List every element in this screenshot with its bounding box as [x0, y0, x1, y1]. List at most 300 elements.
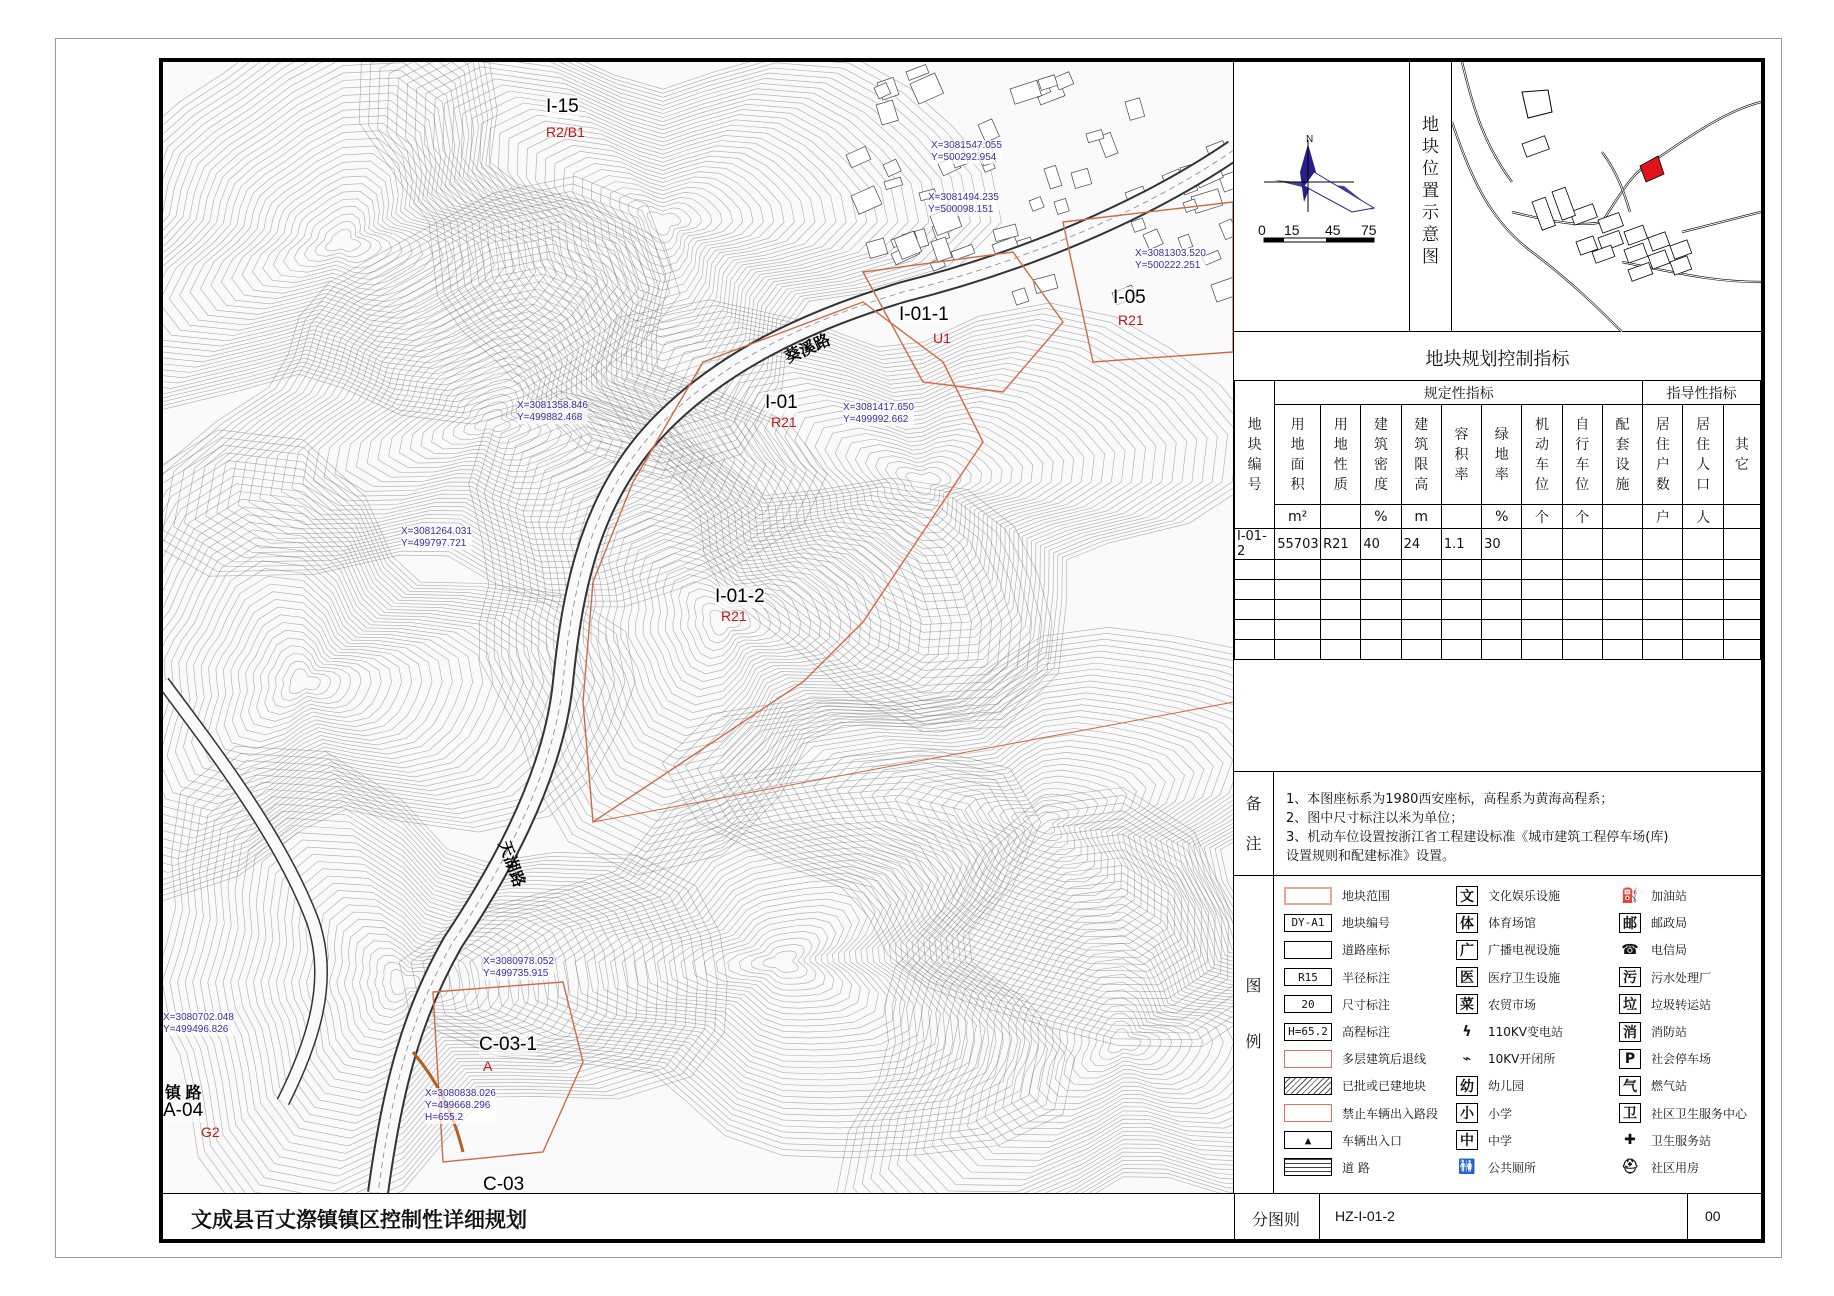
legend-label: 公共厕所 — [1488, 1160, 1537, 1175]
contour-line — [1064, 990, 1192, 1085]
legend-item — [1284, 1127, 1438, 1154]
legend-item — [1619, 909, 1747, 936]
contour-line — [988, 794, 1088, 855]
locator-block — [1624, 243, 1648, 263]
table-cell — [1683, 620, 1723, 640]
legend-label: 消防站 — [1651, 1025, 1688, 1040]
building-footprint — [1054, 198, 1069, 214]
locator-block — [1532, 197, 1555, 230]
rose-blade — [1304, 172, 1374, 212]
location-map-canvas — [1452, 62, 1761, 332]
table-cell — [1522, 600, 1562, 620]
table-cell — [1235, 580, 1275, 600]
legend-symbol-icon: 体 — [1456, 913, 1478, 933]
table-cell: I-01-2 — [1235, 529, 1275, 560]
legend-symbol-icon: 医 — [1456, 967, 1478, 987]
legend-title: 图例 — [1234, 876, 1274, 1193]
table-cell — [1401, 620, 1441, 640]
table-cell — [1602, 529, 1642, 560]
legend-label: 邮政局 — [1651, 916, 1688, 931]
legend-item — [1619, 936, 1747, 963]
table-cell — [1441, 560, 1481, 580]
plot-type-label: U1 — [933, 330, 951, 346]
title-block — [163, 1193, 1761, 1239]
table-cell — [1723, 640, 1760, 660]
contour-line — [281, 274, 694, 534]
legend-symbol-icon: 幼 — [1456, 1076, 1478, 1096]
unit-cell — [1321, 505, 1361, 529]
table-cell — [1723, 580, 1760, 600]
table-cell — [1562, 529, 1602, 560]
legend-symbol-icon: 广 — [1456, 940, 1478, 960]
coordinate-label: X=3081494.235 Y=500098.151 — [928, 192, 999, 215]
building-footprint — [1033, 274, 1058, 293]
table-cell — [1683, 640, 1723, 660]
unit-cell: 户 — [1643, 505, 1683, 529]
scale-tick-label: 0 — [1258, 222, 1266, 238]
notes-section — [1234, 772, 1761, 876]
coordinate-label: X=3080702.048 Y=499496.826 — [163, 1012, 234, 1035]
contour-line — [242, 169, 443, 297]
contour-line — [232, 615, 391, 742]
table-row — [1235, 640, 1761, 660]
topographic-map[interactable] — [163, 62, 1234, 1193]
table-cell — [1602, 580, 1642, 600]
coordinate-label: X=3081264.031 Y=499797.721 — [401, 526, 472, 549]
unit-cell — [1441, 505, 1481, 529]
table-cell — [1482, 620, 1522, 640]
sheet-label: 分图则 — [1252, 1210, 1301, 1229]
contour-line — [273, 191, 412, 279]
plot-type-label: A — [483, 1058, 493, 1074]
group-header-mandatory: 规定性指标 — [1275, 381, 1643, 405]
legend-swatch: 20 — [1284, 995, 1332, 1013]
building-footprint — [851, 186, 882, 214]
table-cell — [1643, 580, 1683, 600]
plot-id-label: C-03-1 — [479, 1034, 538, 1055]
contour-line — [647, 212, 681, 236]
table-cell — [1361, 640, 1401, 660]
divider — [1234, 1194, 1235, 1240]
contour-line — [446, 776, 1038, 1134]
unit-cell: 个 — [1522, 505, 1562, 529]
north-arrow-icon — [1234, 62, 1410, 332]
legend-label: 已批或已建地块 — [1342, 1079, 1427, 1094]
building-footprint — [1010, 80, 1042, 104]
table-cell — [1683, 529, 1723, 560]
legend-swatch — [1284, 1077, 1332, 1095]
divider — [1687, 1194, 1688, 1240]
contour-line — [200, 584, 433, 769]
contour-line — [265, 646, 351, 715]
scale-tick-label: 15 — [1284, 222, 1300, 238]
table-cell — [1275, 640, 1321, 660]
contour-line — [825, 711, 1223, 951]
header-cell: 绿地率 — [1482, 405, 1522, 505]
contour-line — [263, 184, 423, 285]
location-box — [1234, 62, 1761, 332]
legend-item — [1456, 991, 1563, 1018]
contour-line — [294, 206, 392, 268]
legend-label: 污水处理厂 — [1651, 970, 1712, 985]
table-cell — [1562, 560, 1602, 580]
table-cell — [1321, 640, 1361, 660]
coordinate-label: X=3081358.846 Y=499882.468 — [517, 400, 588, 423]
legend-label: 地块范围 — [1342, 889, 1391, 904]
building-footprint — [883, 159, 901, 177]
table-cell — [1441, 640, 1481, 660]
locator-road-fill — [1602, 152, 1630, 212]
unit-cell: m² — [1275, 505, 1321, 529]
contour-line — [523, 441, 981, 821]
legend-item — [1619, 1154, 1747, 1181]
legend-item — [1284, 1072, 1438, 1099]
contour-line — [977, 788, 1099, 861]
building-footprint — [1191, 189, 1223, 213]
legend-symbol-icon: 菜 — [1456, 994, 1478, 1014]
table-row — [1235, 620, 1761, 640]
table-cell — [1482, 640, 1522, 660]
table-cell — [1602, 560, 1642, 580]
legend-symbol-icon: 邮 — [1619, 913, 1641, 933]
plot-type-label: R21 — [771, 414, 797, 430]
contour-line — [517, 127, 826, 345]
table-cell — [1482, 600, 1522, 620]
legend-label: 车辆出入口 — [1342, 1133, 1403, 1148]
table-cell — [1522, 580, 1562, 600]
legend-swatch — [1284, 887, 1332, 905]
legend-item — [1619, 964, 1747, 991]
legend-symbol-icon: 消 — [1619, 1022, 1641, 1042]
legend-item — [1619, 882, 1747, 909]
table-cell — [1441, 620, 1481, 640]
legend-label: 地块编号 — [1342, 916, 1391, 931]
legend-symbol-icon: ⌁ — [1462, 1050, 1472, 1067]
road-name-label: 天湖路 — [494, 838, 528, 890]
group-header-guiding: 指导性指标 — [1643, 381, 1761, 405]
table-cell — [1522, 640, 1562, 660]
legend-item — [1284, 1045, 1438, 1072]
legend-label: 社区用房 — [1651, 1160, 1700, 1175]
table-cell — [1275, 560, 1321, 580]
table-cell — [1683, 560, 1723, 580]
control-index-section — [1234, 332, 1761, 772]
table-cell — [1441, 580, 1481, 600]
table-cell — [1643, 620, 1683, 640]
unit-cell: 个 — [1562, 505, 1602, 529]
scale-tick-label: 75 — [1361, 222, 1377, 238]
divider — [1319, 1194, 1320, 1240]
contour-line — [669, 899, 869, 1020]
coordinate-label: X=3081547.055 Y=500292.954 — [931, 140, 1002, 163]
drawing-frame — [159, 58, 1765, 1243]
plot-id-label: I-05 — [1113, 287, 1146, 308]
table-cell — [1401, 560, 1441, 580]
legend-item — [1456, 1100, 1563, 1127]
legend-label: 垃圾转运站 — [1651, 997, 1712, 1012]
legend-item — [1456, 964, 1563, 991]
legend-item — [1456, 1045, 1563, 1072]
scale-tick-label: 45 — [1325, 222, 1341, 238]
legend-label: 110KV变电站 — [1488, 1025, 1563, 1040]
unit-cell — [1602, 505, 1642, 529]
contour-line — [704, 918, 843, 1002]
legend-label: 文化娱乐设施 — [1488, 889, 1561, 904]
table-cell — [1235, 560, 1275, 580]
unit-cell: 人 — [1683, 505, 1723, 529]
legend-label: 社区卫生服务中心 — [1651, 1106, 1748, 1121]
table-cell — [1522, 529, 1562, 560]
building-footprint — [1012, 288, 1029, 305]
table-cell: 40 — [1361, 529, 1401, 560]
contour-line — [609, 518, 871, 736]
table-cell: 30 — [1482, 529, 1522, 560]
locator-road-fill — [1602, 102, 1761, 222]
contour-line — [763, 951, 798, 972]
locator-block — [1670, 240, 1692, 259]
contour-line — [654, 333, 1197, 685]
locator-highlight-plot — [1640, 156, 1664, 182]
locator-road — [1462, 62, 1512, 182]
table-cell — [1643, 600, 1683, 620]
legend-symbol-icon: ✚ — [1624, 1132, 1636, 1149]
header-cell: 用地性质 — [1321, 405, 1361, 505]
contour-line — [739, 938, 816, 984]
legend-label: 中学 — [1488, 1133, 1513, 1148]
locator-outline — [1522, 90, 1552, 118]
legend-item — [1456, 1072, 1563, 1099]
legend-label: 半径标注 — [1342, 970, 1391, 985]
contour-line — [475, 409, 511, 432]
contour-line — [855, 445, 992, 534]
legend-item — [1456, 1154, 1563, 1181]
locator-block — [1552, 187, 1575, 220]
locator-block — [1648, 232, 1670, 251]
version-number: 00 — [1705, 1208, 1721, 1224]
table-cell — [1562, 580, 1602, 600]
legend-symbol-icon: 文 — [1456, 886, 1478, 906]
legend-label: 体育场馆 — [1488, 916, 1537, 931]
contour-line — [751, 944, 807, 978]
table-cell — [1441, 600, 1481, 620]
table-row — [1235, 529, 1761, 560]
legend-swatch — [1284, 1104, 1332, 1122]
legend-swatch — [1284, 1050, 1332, 1068]
contour-line — [906, 473, 941, 496]
plot-id-label: I-15 — [546, 96, 579, 117]
table-cell — [1235, 640, 1275, 660]
building-footprint — [884, 177, 903, 190]
plot-id-label: I-01-1 — [899, 304, 949, 325]
table-cell — [1723, 620, 1760, 640]
legend-item — [1456, 1018, 1563, 1045]
legend-label: 燃气站 — [1651, 1079, 1688, 1094]
control-index-table — [1234, 380, 1761, 660]
table-cell — [1723, 529, 1760, 560]
table-cell — [1361, 600, 1401, 620]
table-cell — [1602, 620, 1642, 640]
table-cell — [1321, 600, 1361, 620]
legend-item — [1284, 1100, 1438, 1127]
table-cell: 55703 — [1275, 529, 1321, 560]
contour-line — [464, 402, 521, 438]
locator-road — [1602, 152, 1630, 212]
contour-line — [694, 356, 1156, 656]
table-cell — [1361, 580, 1401, 600]
coordinate-label: X=3080978.052 Y=499735.915 — [483, 956, 554, 979]
coordinate-label: X=3080838.026 Y=499668.296 H=655.2 — [425, 1088, 496, 1123]
plot-type-label: R2/B1 — [546, 124, 585, 140]
building-footprint — [846, 146, 871, 167]
legend-symbol-icon: 小 — [1456, 1103, 1478, 1123]
legend-label: 道路座标 — [1342, 943, 1391, 958]
header-cell: 建筑密度 — [1361, 405, 1401, 505]
table-cell — [1643, 640, 1683, 660]
legend-label: 尺寸标注 — [1342, 997, 1391, 1012]
legend-swatch: R15 — [1284, 968, 1332, 986]
contour-line — [779, 687, 1234, 978]
legend-symbol-icon: 🚻 — [1458, 1159, 1476, 1176]
building-footprint — [1143, 229, 1163, 250]
contour-line — [619, 194, 712, 259]
legend-label: 卫生服务站 — [1651, 1133, 1712, 1148]
legend-item — [1456, 1127, 1563, 1154]
note-line: 1、本图座标系为1980西安座标，高程系为黄海高程系； — [1286, 792, 1614, 807]
legend-item — [1456, 936, 1563, 963]
legend-label: 禁止车辆出入路段 — [1342, 1106, 1439, 1121]
legend-column — [1619, 882, 1747, 1181]
plot-type-label: G2 — [201, 1124, 220, 1140]
legend-swatch — [1284, 1158, 1332, 1176]
legend-symbol-icon: 垃 — [1619, 994, 1641, 1014]
legend-swatch: ▲ — [1284, 1131, 1332, 1149]
building-footprint — [1044, 165, 1062, 189]
table-cell — [1602, 640, 1642, 660]
contour-line — [632, 539, 841, 712]
table-cell — [1482, 560, 1522, 580]
building-footprint — [1125, 98, 1145, 120]
table-cell — [1235, 620, 1275, 640]
coordinate-label: X=3081303.520 Y=500222.251 — [1135, 248, 1206, 271]
contour-line — [257, 638, 362, 721]
locator-road-fill — [1682, 212, 1761, 232]
legend-symbol-icon: ⛽ — [1621, 887, 1639, 904]
header-cell: 机动车位 — [1522, 405, 1562, 505]
contour-line — [163, 62, 680, 424]
table-cell: R21 — [1321, 529, 1361, 560]
legend-swatch: DY-A1 — [1284, 914, 1332, 932]
plot-id-label: C-03 — [483, 1174, 524, 1193]
header-cell: 其它 — [1723, 405, 1760, 505]
table-cell — [1643, 529, 1683, 560]
scale-bar-segment — [1326, 238, 1374, 242]
contour-line — [284, 199, 402, 274]
locator-road — [1602, 102, 1761, 222]
legend-symbol-icon: 污 — [1619, 967, 1641, 987]
unit-cell: % — [1482, 505, 1522, 529]
table-cell — [1275, 600, 1321, 620]
legend-symbol-icon: 中 — [1456, 1130, 1478, 1150]
legend-symbol-icon: ⛑ — [1621, 1159, 1639, 1176]
legend-label: 幼儿园 — [1488, 1079, 1525, 1094]
contour-line — [552, 834, 959, 1080]
road-name-label: 葵溪路 — [782, 331, 834, 367]
legend-item — [1619, 1018, 1747, 1045]
table-cell — [1683, 600, 1723, 620]
legend-item — [1619, 1100, 1747, 1127]
table-cell: 1.1 — [1441, 529, 1481, 560]
table-cell — [1321, 580, 1361, 600]
control-index-title: 地块规划控制指标 — [1425, 349, 1570, 370]
plot-type-label: R21 — [721, 608, 747, 624]
contour-line — [249, 251, 725, 550]
sheet-number: HZ-I-01-2 — [1335, 1208, 1395, 1224]
legend-label: 10KV开闭所 — [1488, 1052, 1556, 1067]
legend-item — [1619, 991, 1747, 1018]
table-cell — [1562, 640, 1602, 660]
legend-section — [1234, 876, 1761, 1193]
contour-line — [629, 200, 702, 252]
legend-item — [1284, 964, 1438, 991]
header-cell: 居住人口 — [1683, 405, 1723, 505]
building-footprint — [1219, 219, 1234, 240]
unit-cell: m — [1401, 505, 1441, 529]
location-map[interactable] — [1452, 62, 1761, 332]
scale-bar-segment — [1264, 238, 1284, 242]
contour-line — [469, 391, 1052, 875]
locator-block — [1522, 136, 1549, 157]
table-cell — [1643, 560, 1683, 580]
building-footprint — [1211, 277, 1234, 302]
location-title: 地块位置示意图 — [1410, 62, 1452, 332]
building-footprint — [1029, 197, 1044, 212]
legend-item — [1284, 909, 1438, 936]
building-footprint — [978, 119, 999, 142]
contour-line — [1047, 974, 1214, 1097]
table-cell — [1723, 600, 1760, 620]
table-cell — [1275, 580, 1321, 600]
contour-line — [941, 881, 1234, 1173]
building-footprint — [876, 100, 898, 125]
table-cell — [1683, 580, 1723, 600]
legend-symbol-icon: ☎ — [1621, 941, 1639, 958]
header-cell: 自行车位 — [1562, 405, 1602, 505]
locator-block — [1648, 250, 1670, 269]
notes-body — [1286, 790, 1668, 866]
plot-type-label: R21 — [1118, 312, 1144, 328]
table-cell — [1401, 580, 1441, 600]
contour-line — [924, 865, 1234, 1185]
locator-block — [1628, 262, 1653, 281]
table-cell — [1401, 640, 1441, 660]
legend-item — [1284, 936, 1438, 963]
header-cell: 配套设施 — [1602, 405, 1642, 505]
legend-item — [1619, 1045, 1747, 1072]
note-line: 设置规则和配建标准》设置。 — [1286, 849, 1456, 864]
legend-item — [1456, 882, 1563, 909]
table-cell — [1401, 600, 1441, 620]
table-row — [1235, 580, 1761, 600]
unit-cell — [1723, 505, 1760, 529]
contour-line — [163, 62, 659, 413]
legend-swatch: H=65.2 — [1284, 1023, 1332, 1041]
unit-cell: % — [1361, 505, 1401, 529]
contour-line — [1099, 1021, 1151, 1059]
legend-item — [1284, 991, 1438, 1018]
plot-id-label: A-04 — [163, 1100, 204, 1121]
contour-line — [755, 675, 1234, 992]
contour-line — [674, 344, 1177, 670]
